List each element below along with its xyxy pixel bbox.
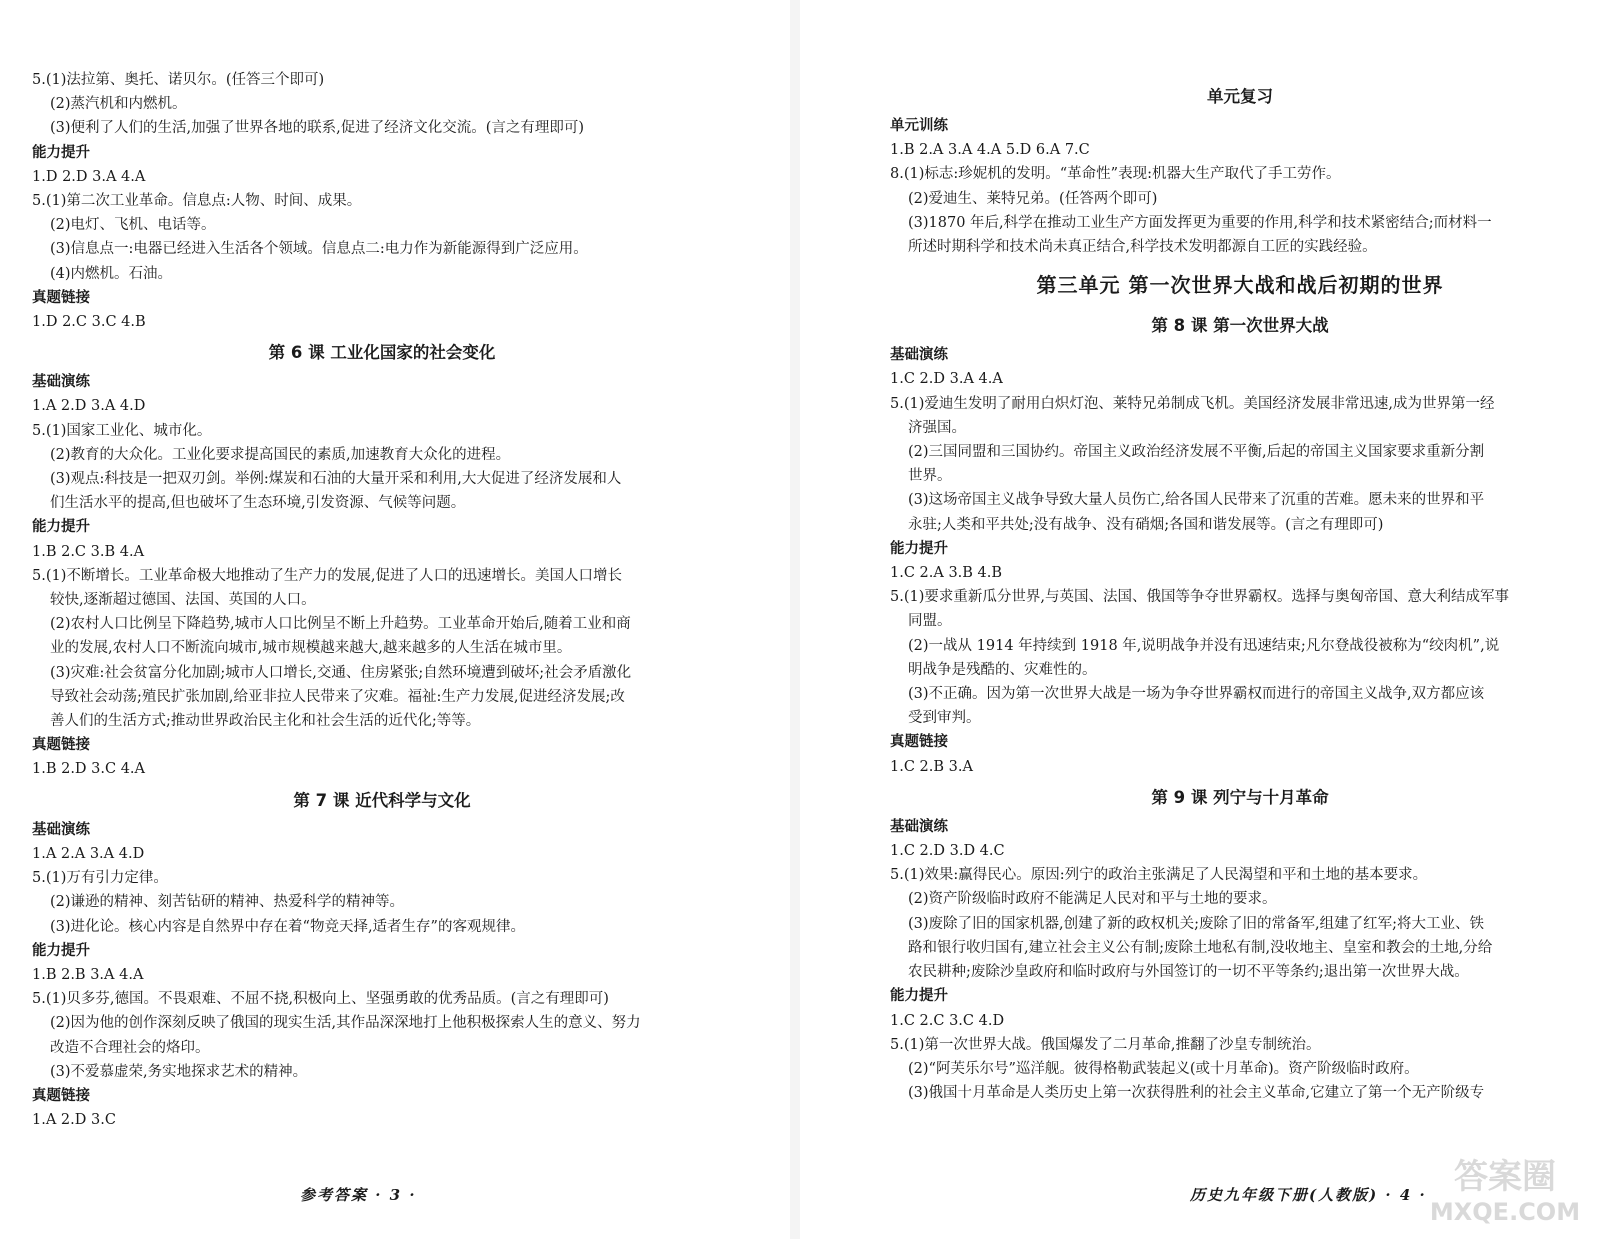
section-heading: 真题链接 [32,289,90,306]
lesson-title: 第 6 课 工业化国家的社会变化 [268,343,496,363]
answer-line: 5.(1)要求重新瓜分世界,与英国、法国、俄国等争夺世界霸权。选择与奥匈帝国、意大利结成军事 [890,589,1509,606]
answer-line: 世界。 [908,468,952,485]
answer-line: (3)这场帝国主义战争导致大量人员伤亡,给各国人民带来了沉重的苦难。愿未来的世界和平 [908,492,1485,509]
answer-line: 1.B 2.B 3.A 4.A [32,966,144,983]
right-page-footer: 历史九年级下册(人教版) · 4 · [1190,1186,1427,1204]
answer-line: (4)内燃机。石油。 [50,265,173,282]
answer-line: 5.(1)国家工业化、城市化。 [32,422,212,439]
answer-line: (2)“阿芙乐尔号”巡洋舰。彼得格勒武装起义(或十月革命)。资产阶级临时政府。 [908,1060,1419,1077]
answer-line: 受到审判。 [908,710,981,727]
answer-line: (2)爱迪生、莱特兄弟。(任答两个即可) [908,190,1158,207]
answer-line: (2)三国同盟和三国协约。帝国主义政治经济发展不平衡,后起的帝国主义国家要求重新分割 [908,444,1485,461]
right-page-content [890,78,1590,1105]
answer-line: 业的发展,农村人口不断流向城市,城市规模越来越大,越来越多的人生活在城市里。 [50,640,572,657]
answer-line: 1.C 2.A 3.B 4.B [890,565,1003,582]
answer-line: 1.C 2.D 3.A 4.A [890,371,1003,388]
section-heading: 真题链接 [32,737,90,754]
answer-line: (3)灾难:社会贫富分化加剧;城市人口增长,交通、住房紧张;自然环境遭到破坏;社会矛盾激化 [50,664,632,681]
answer-line: 5.(1)贝多芬,德国。不畏艰难、不屈不挠,积极向上、坚强勇敢的优秀品质。(言之有理即可) [32,991,609,1008]
left-page [0,0,790,1239]
unit-title: 第三单元 第一次世界大战和战后初期的世界 [1036,273,1444,298]
answer-line: 1.C 2.C 3.C 4.D [890,1012,1005,1029]
answer-line: (3)俄国十月革命是人类历史上第一次获得胜利的社会主义革命,它建立了第一个无产阶级专 [908,1085,1485,1102]
answer-line: 5.(1)不断增长。工业革命极大地推动了生产力的发展,促进了人口的迅速增长。美国人口增长 [32,567,622,584]
answer-line: 5.(1)第一次世界大战。俄国爆发了二月革命,推翻了沙皇专制统治。 [890,1036,1321,1053]
answer-line: (3)观点:科技是一把双刃剑。举例:煤炭和石油的大量开采和利用,大大促进了经济发展和人 [50,471,622,488]
answer-line: (2)教育的大众化。工业化要求提高国民的素质,加速教育大众化的进程。 [50,446,511,463]
answer-line: 1.D 2.C 3.C 4.B [32,314,146,331]
answer-line: (3)不爱慕虚荣,务实地探求艺术的精神。 [50,1063,308,1080]
answer-line: (3)废除了旧的国家机器,创建了新的政权机关;废除了旧的常备军,组建了红军;将大工业、铁 [908,915,1485,932]
answer-line: (3)信息点一:电器已经进入生活各个领域。信息点二:电力作为新能源得到广泛应用。 [50,241,588,258]
answer-line: 5.(1)万有引力定律。 [32,870,168,887]
answer-line: 1.D 2.D 3.A 4.A [32,168,146,185]
answer-line: (2)农村人口比例呈下降趋势,城市人口比例呈不断上升趋势。工业革命开始后,随着工业和商 [50,616,631,633]
section-heading: 单元训练 [890,118,948,134]
answer-line: 1.C 2.B 3.A [890,758,973,775]
watermark-top-text: 答案圈 [1454,1157,1556,1197]
right-page [800,0,1600,1239]
answer-line: 5.(1)法拉第、奥托、诺贝尔。(任答三个即可) [32,72,325,88]
left-page-footer: 参考答案 · 3 · [300,1186,417,1204]
answer-line: 5.(1)效果:赢得民心。原因:列宁的政治主张满足了人民渴望和平和土地的基本要求。 [890,867,1428,884]
answer-line: (2)电灯、飞机、电话等。 [50,217,216,234]
lesson-title: 单元复习 [1207,87,1273,106]
answer-line: (3)1870 年后,科学在推动工业生产方面发挥更为重要的作用,科学和技术紧密结合;而材料一 [908,214,1492,231]
section-heading: 基础演练 [32,821,90,838]
section-heading: 真题链接 [32,1087,90,1104]
watermark-bottom-text: MXQE.COM [1429,1198,1581,1226]
section-heading: 基础演练 [890,818,948,835]
answer-line: (3)便利了人们的生活,加强了世界各地的联系,促进了经济文化交流。(言之有理即可) [50,120,585,137]
answer-line: 1.B 2.A 3.A 4.A 5.D 6.A 7.C [890,142,1090,159]
answer-line: (2)因为他的创作深刻反映了俄国的现实生活,其作品深深地打上他积极探索人生的意义、努力 [50,1015,641,1032]
answer-line: 1.B 2.C 3.B 4.A [32,543,145,560]
answer-line: (3)进化论。核心内容是自然界中存在着“物竞天择,适者生存”的客观规律。 [50,918,525,935]
answer-line: 明战争是残酷的、灾难性的。 [908,661,1097,678]
left-page-content [32,68,732,1132]
answer-line: 导致社会动荡;殖民扩张加剧,给亚非拉人民带来了灾难。福祉:生产力发展,促进经济发展;改 [50,688,625,705]
answer-line: 路和银行收归国有,建立社会主义公有制;废除土地私有制,没收地主、皇室和教会的土地,分给 [908,939,1493,956]
section-heading: 基础演练 [32,374,90,391]
section-heading: 能力提升 [32,942,90,959]
page-gutter [790,0,800,1239]
answer-line: 5.(1)第二次工业革命。信息点:人物、时间、成果。 [32,193,362,210]
answer-line: (2)一战从 1914 年持续到 1918 年,说明战争并没有迅速结束;凡尔登战役被称为“绞肉机”,说 [908,637,1500,654]
answer-line: 8.(1)标志:珍妮机的发明。“革命性”表现:机器大生产取代了手工劳作。 [890,166,1341,183]
section-heading: 基础演练 [890,347,948,364]
watermark-logo [1420,1148,1590,1230]
answer-line: 农民耕种;废除沙皇政府和临时政府与外国签订的一切不平等条约;退出第一次世界大战。 [908,964,1469,981]
section-heading: 能力提升 [32,519,90,536]
answer-line: 1.A 2.A 3.A 4.D [32,845,145,862]
answer-line: 5.(1)爱迪生发明了耐用白炽灯泡、莱特兄弟制成飞机。美国经济发展非常迅速,成为世界第一经 [890,395,1495,412]
answer-line: (2)资产阶级临时政府不能满足人民对和平与土地的要求。 [908,891,1277,908]
lesson-title: 第 7 课 近代科学与文化 [293,790,471,810]
lesson-title: 第 8 课 第一次世界大战 [1151,316,1329,336]
answer-line: 济强国。 [908,419,966,436]
answer-line: 改造不合理社会的烙印。 [50,1039,210,1056]
answer-line: 1.B 2.D 3.C 4.A [32,761,146,778]
section-heading: 能力提升 [890,988,948,1005]
answer-line: 永驻;人类和平共处;没有战争、没有硝烟;各国和谐发展等。(言之有理即可) [908,516,1384,533]
section-heading: 能力提升 [890,540,948,557]
answer-line: (2)蒸汽机和内燃机。 [50,96,187,113]
answer-line: (2)谦逊的精神、刻苦钻研的精神、热爱科学的精神等。 [50,894,405,911]
section-heading: 真题链接 [890,734,948,751]
answer-line: 1.C 2.D 3.D 4.C [890,843,1005,860]
answer-line: (3)不正确。因为第一次世界大战是一场为争夺世界霸权而进行的帝国主义战争,双方都应该 [908,686,1485,703]
lesson-title: 第 9 课 列宁与十月革命 [1151,787,1329,807]
answer-line: 同盟。 [908,613,952,630]
answer-line: 善人们的生活方式;推动世界政治民主化和社会生活的近代化;等等。 [50,713,481,730]
section-heading: 能力提升 [32,144,90,161]
answer-line: 1.A 2.D 3.A 4.D [32,398,146,415]
answer-line: 较快,逐渐超过德国、法国、英国的人口。 [50,592,316,609]
answer-line: 1.A 2.D 3.C [32,1112,116,1129]
answer-line: 所述时期科学和技术尚未真正结合,科学技术发明都源自工匠的实践经验。 [908,239,1377,256]
answer-line: 们生活水平的提高,但也破坏了生态环境,引发资源、气候等问题。 [50,495,466,512]
